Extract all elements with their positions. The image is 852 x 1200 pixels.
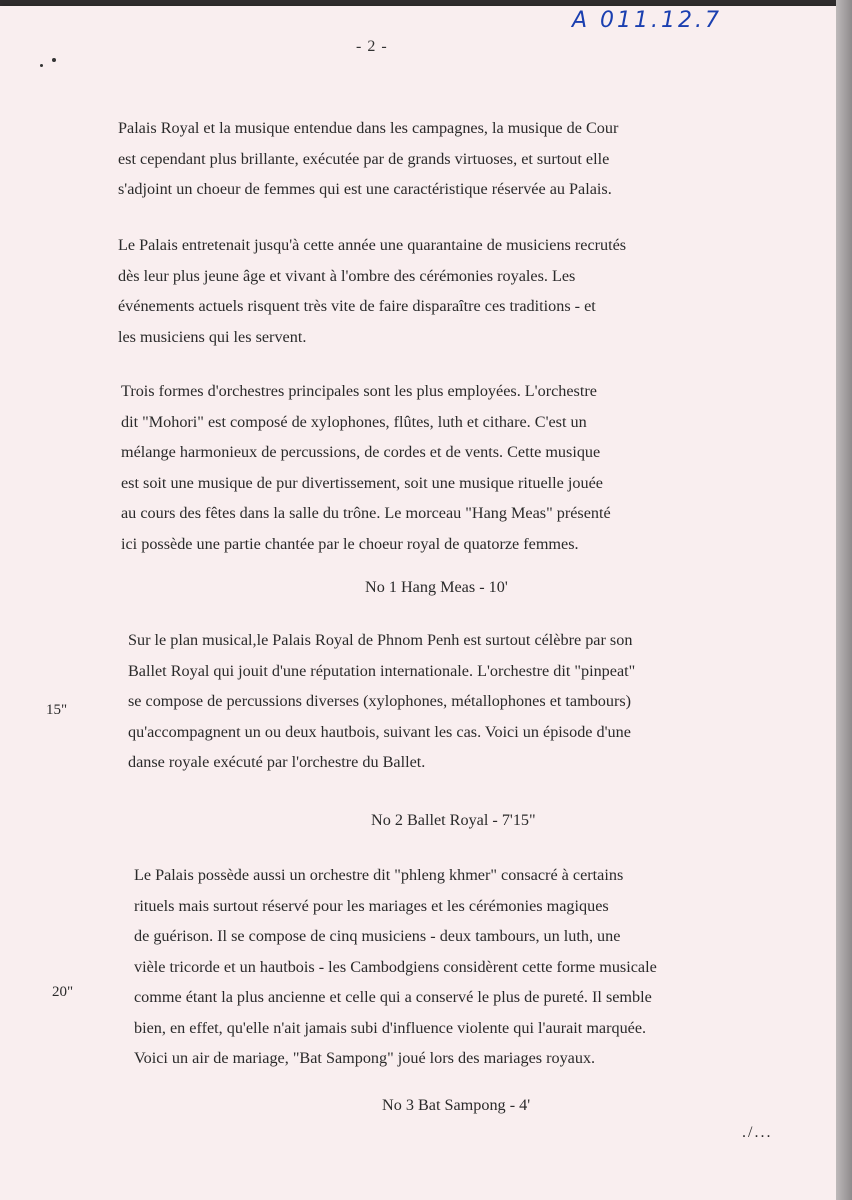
text-line: rituels mais surtout réservé pour les mariages et les cérémonies magiques xyxy=(134,896,609,915)
text-line: Trois formes d'orchestres principales sont les plus employées. L'orchestre xyxy=(121,382,597,400)
track-1: No 1 Hang Meas - 10' xyxy=(365,578,508,596)
text-line: danse royale exécuté par l'orchestre du Ballet. xyxy=(128,753,426,771)
text-line: comme étant la plus ancienne et celle qui a conservé le plus de pureté. Il semble xyxy=(134,988,652,1006)
paragraph-3 xyxy=(121,376,611,559)
text-line: Sur le plan musical,le Palais Royal de Phnom Penh est surtout célèbre par son xyxy=(128,631,633,649)
page-number: - 2 - xyxy=(356,38,388,55)
text-line: mélange harmonieux de percussions, de cordes et de vents. Cette musique xyxy=(121,443,601,461)
text-line: est cependant plus brillante, exécutée par de grands virtuoses, et surtout elle xyxy=(118,149,610,168)
text-line: bien, en effet, qu'elle n'ait jamais subi d'influence violente qui l'aurait marquée. xyxy=(134,1018,647,1037)
text-line: de guérison. Il se compose de cinq musiciens - deux tambours, un luth, une xyxy=(134,927,621,945)
text-line: dit "Mohori" est composé de xylophones, flûtes, luth et cithare. C'est un xyxy=(121,412,587,431)
text-line: qu'accompagnent un ou deux hautbois, suivant les cas. Voici un épisode d'une xyxy=(128,722,631,741)
text-line: Le Palais possède aussi un orchestre dit "phleng khmer" consacré à certains xyxy=(134,866,624,884)
scan-speck xyxy=(52,58,56,62)
text-line: vièle tricorde et un hautbois - les Cambodgiens considèrent cette forme musicale xyxy=(134,957,657,976)
scan-right-edge xyxy=(836,0,852,1200)
paragraph-2 xyxy=(118,230,626,352)
text-line: est soit une musique de pur divertissement, soit une musique rituelle jouée xyxy=(121,473,603,492)
track-3: No 3 Bat Sampong - 4' xyxy=(382,1096,531,1114)
text-line: Ballet Royal qui jouit d'une réputation internationale. L'orchestre dit "pinpeat" xyxy=(128,661,636,680)
text-line: Palais Royal et la musique entendue dans les campagnes, la musique de Cour xyxy=(118,119,619,137)
text-line: événements actuels risquent très vite de faire disparaître ces traditions - et xyxy=(118,297,596,315)
paragraph-4 xyxy=(128,625,635,778)
continuation-mark: ./... xyxy=(742,1124,773,1141)
text-line: Le Palais entretenait jusqu'à cette année une quarantaine de musiciens recrutés xyxy=(118,236,627,254)
paragraph-5 xyxy=(134,860,657,1074)
text-line: au cours des fêtes dans la salle du trône. Le morceau "Hang Meas" présenté xyxy=(121,504,611,522)
text-line: Voici un air de mariage, "Bat Sampong" joué lors des mariages royaux. xyxy=(134,1049,596,1067)
paragraph-1 xyxy=(118,113,618,205)
scan-speck xyxy=(40,64,43,67)
track-2: No 2 Ballet Royal - 7'15" xyxy=(371,811,536,829)
text-line: ici possède une partie chantée par le choeur royal de quatorze femmes. xyxy=(121,534,579,553)
margin-note-2: 20" xyxy=(52,984,74,1000)
text-line: dès leur plus jeune âge et vivant à l'ombre des cérémonies royales. Les xyxy=(118,266,576,285)
text-line: s'adjoint un choeur de femmes qui est une caractéristique réservée au Palais. xyxy=(118,180,612,198)
archive-mark: A 011.12.7 xyxy=(572,8,723,33)
margin-note-1: 15" xyxy=(46,702,68,718)
text-line: les musiciens qui les servent. xyxy=(118,327,307,346)
text-line: se compose de percussions diverses (xylophones, métallophones et tambours) xyxy=(128,692,632,710)
